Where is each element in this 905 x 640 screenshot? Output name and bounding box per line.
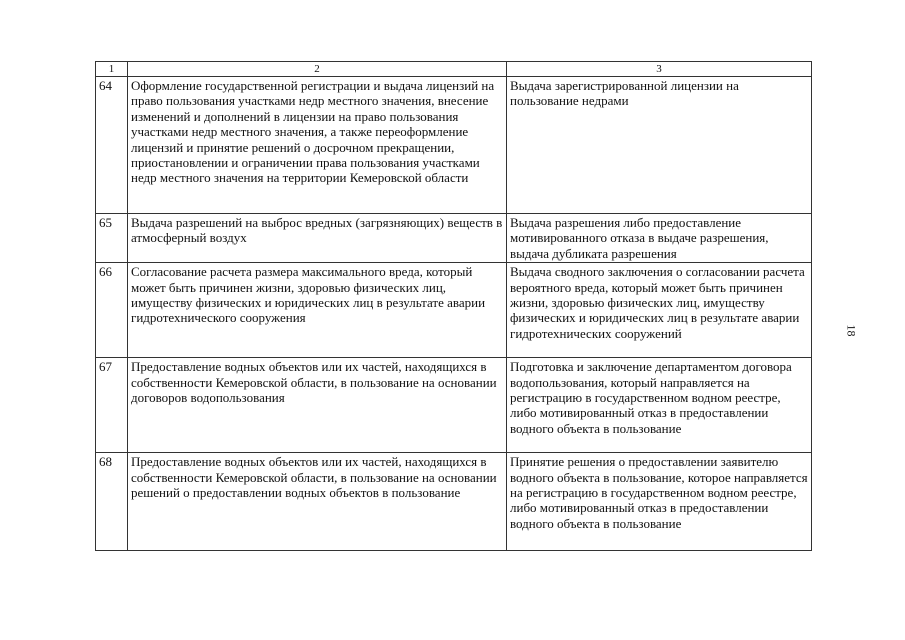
service-result: Выдача сводного заключения о согласовании расчета вероятного вреда, который может быть причинен жизни, здоровью физических лиц, имуществу физических и юридических лиц в результате аварии гидротехнических сооружений — [507, 263, 812, 358]
table-row — [96, 358, 812, 453]
service-name: Оформление государственной регистрации и выдача лицензий на право пользования участками недр местного значения, внесение изменений и дополнений в лицензии на право пользования участками недр местного значения, а также переоформление лицензий и принятие решений о досрочном прекращении, приостановлении и ограничении права пользования участками недр местного значения на территории Кемеровской области — [128, 77, 507, 214]
header-cell-3: 3 — [507, 62, 812, 77]
row-number: 65 — [96, 214, 128, 263]
service-name: Предоставление водных объектов или их частей, находящихся в собственности Кемеровской области, в пользование на основании договоров водопользования — [128, 358, 507, 453]
service-name: Предоставление водных объектов или их частей, находящихся в собственности Кемеровской области, в пользование на основании решений о предоставлении водных объектов в пользование — [128, 453, 507, 551]
row-number: 66 — [96, 263, 128, 358]
service-name: Согласование расчета размера максимального вреда, который может быть причинен жизни, здоровью физических лиц, имуществу физических и юридических лиц в результате аварии гидротехнического сооружения — [128, 263, 507, 358]
page-number: 18 — [844, 324, 859, 337]
table-header-row — [96, 62, 812, 77]
service-result: Выдача зарегистрированной лицензии на пользование недрами — [507, 77, 812, 214]
table-row — [96, 453, 812, 551]
service-result: Принятие решения о предоставлении заявителю водного объекта в пользование, которое направляется на регистрацию в государственном водном реестре, либо мотивированный отказ в предоставлении водного объекта в пользование — [507, 453, 812, 551]
service-result: Подготовка и заключение департаментом договора водопользования, который направляется на регистрацию в государственном водном реестре, либо мотивированный отказ в предоставлении водного объекта в пользование — [507, 358, 812, 453]
services-table — [95, 61, 812, 551]
header-cell-1: 1 — [96, 62, 128, 77]
table-row — [96, 263, 812, 358]
service-result: Выдача разрешения либо предоставление мотивированного отказа в выдаче разрешения, выдача дубликата разрешения — [507, 214, 812, 263]
row-number: 68 — [96, 453, 128, 551]
header-cell-2: 2 — [128, 62, 507, 77]
table-row — [96, 214, 812, 263]
row-number: 67 — [96, 358, 128, 453]
table-row — [96, 77, 812, 214]
service-name: Выдача разрешений на выброс вредных (загрязняющих) веществ в атмосферный воздух — [128, 214, 507, 263]
row-number: 64 — [96, 77, 128, 214]
